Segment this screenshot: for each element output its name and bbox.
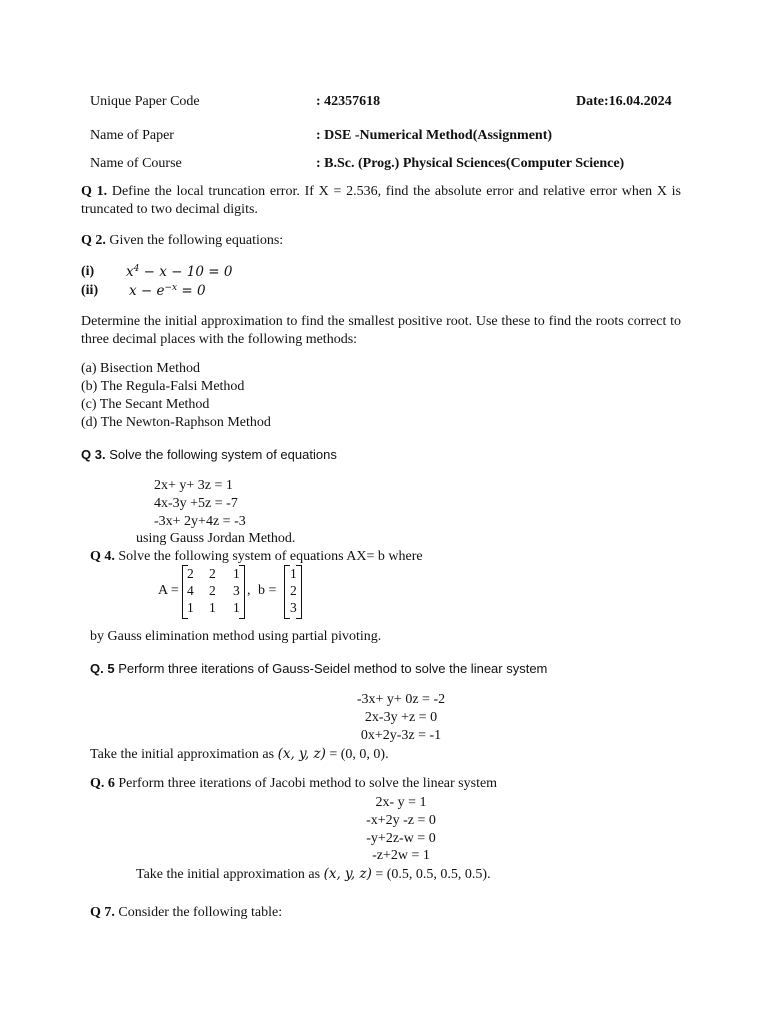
question-4	[90, 549, 423, 565]
question-4-method: by Gauss elimination method using partial pivoting.	[90, 629, 382, 644]
paper-name-label: Name of Paper	[90, 128, 174, 143]
matrix-cell: 4	[187, 583, 194, 598]
equation-2	[129, 283, 206, 299]
matrix-cell: 2	[209, 566, 216, 581]
method-item: (c) The Secant Method	[81, 397, 210, 412]
question-7	[90, 905, 282, 921]
matrix-cell: 3	[233, 583, 240, 598]
question-5-number: Q. 5	[90, 661, 115, 676]
equation-line: 0x+2y-3z = -1	[360, 728, 442, 743]
question-6-initial	[136, 866, 491, 883]
equation-1-label: (i)	[81, 264, 95, 279]
equation-1	[126, 264, 232, 280]
initial-values: = (0, 0, 0).	[325, 747, 389, 762]
equation-line: -3x+ y+ 0z = -2	[356, 692, 446, 707]
equation-line: 2x+ y+ 3z = 1	[154, 478, 233, 493]
method-item: (a) Bisection Method	[81, 361, 200, 376]
initial-variables: (x, y, z)	[323, 866, 372, 882]
initial-text: Take the initial approximation as	[90, 747, 278, 762]
question-3-method: using Gauss Jordan Method.	[136, 531, 296, 546]
course-value: : B.Sc. (Prog.) Physical Sciences(Computer Science)	[316, 156, 625, 171]
vector-b	[284, 565, 302, 617]
vector-b-label: b =	[258, 583, 277, 598]
equation-line: -x+2y -z = 0	[366, 813, 436, 828]
matrix-cell: 2	[209, 583, 216, 598]
equation-line: 4x-3y +5z = -7	[154, 496, 238, 511]
question-7-text: Consider the following table:	[114, 905, 283, 920]
question-3-number: Q 3.	[81, 447, 106, 462]
equation-line: 2x-3y +z = 0	[364, 710, 438, 725]
equation-1-exponent: 4	[133, 264, 140, 274]
equation-1-rest: − x − 10 = 0	[139, 264, 233, 280]
question-6-number: Q. 6	[90, 776, 115, 791]
matrix-cell: 1	[209, 600, 216, 615]
vector-cell: 3	[290, 600, 297, 615]
equation-line: -3x+ 2y+4z = -3	[154, 514, 246, 529]
equation-line: 2x- y = 1	[375, 795, 427, 810]
equation-1-base: x	[126, 264, 134, 280]
matrix-a-label: A =	[158, 583, 179, 598]
question-6	[90, 776, 497, 792]
paper-name-value: : DSE -Numerical Method(Assignment)	[316, 128, 553, 143]
question-7-number: Q 7.	[90, 905, 115, 920]
question-1-number: Q 1.	[81, 184, 108, 199]
equation-line: -y+2z-w = 0	[366, 831, 436, 846]
equation-2-rest: = 0	[177, 283, 206, 299]
matrix-separator: ,	[247, 583, 251, 598]
question-3-text: Solve the following system of equations	[105, 447, 337, 462]
question-5-initial	[90, 746, 389, 763]
question-1-text: Define the local truncation error. If X = 2.536, find the absolute error and relative error when X is truncated to two decimal digits.	[81, 184, 682, 217]
question-1	[81, 183, 681, 219]
matrix-cell: 1	[187, 600, 194, 615]
initial-variables: (x, y, z)	[277, 746, 326, 762]
equation-line: -z+2w = 1	[372, 848, 430, 863]
paper-code-value: : 42357618	[316, 94, 381, 109]
matrix-cell: 1	[233, 600, 240, 615]
method-item: (b) The Regula-Falsi Method	[81, 379, 245, 394]
date: Date:16.04.2024	[576, 94, 672, 109]
vector-cell: 1	[290, 566, 297, 581]
matrix-a	[182, 565, 245, 617]
question-4-text: Solve the following system of equations AX= b where	[114, 549, 423, 564]
question-2-number: Q 2.	[81, 233, 106, 248]
initial-values: = (0.5, 0.5, 0.5, 0.5).	[371, 867, 491, 882]
equation-2-exponent: −x	[164, 283, 178, 293]
question-5-text: Perform three iterations of Gauss-Seidel method to solve the linear system	[114, 661, 548, 676]
initial-text: Take the initial approximation as	[136, 867, 324, 882]
matrix-cell: 2	[187, 566, 194, 581]
question-6-text: Perform three iterations of Jacobi method to solve the linear system	[114, 776, 498, 791]
question-4-number: Q 4.	[90, 549, 115, 564]
equation-2-label: (ii)	[81, 283, 99, 298]
equation-2-base: x − e	[129, 283, 165, 299]
paper-code-label: Unique Paper Code	[90, 94, 200, 109]
method-item: (d) The Newton-Raphson Method	[81, 415, 271, 430]
course-label: Name of Course	[90, 156, 182, 171]
question-2-text: Given the following equations:	[105, 233, 284, 248]
question-5	[90, 661, 547, 676]
question-2-instructions: Determine the initial approximation to find the smallest positive root. Use these to find the roots correct to three decimal places with the following methods:	[81, 314, 681, 347]
question-2	[81, 233, 283, 249]
question-3	[81, 447, 337, 462]
matrix-cell: 1	[233, 566, 240, 581]
vector-cell: 2	[290, 583, 297, 598]
